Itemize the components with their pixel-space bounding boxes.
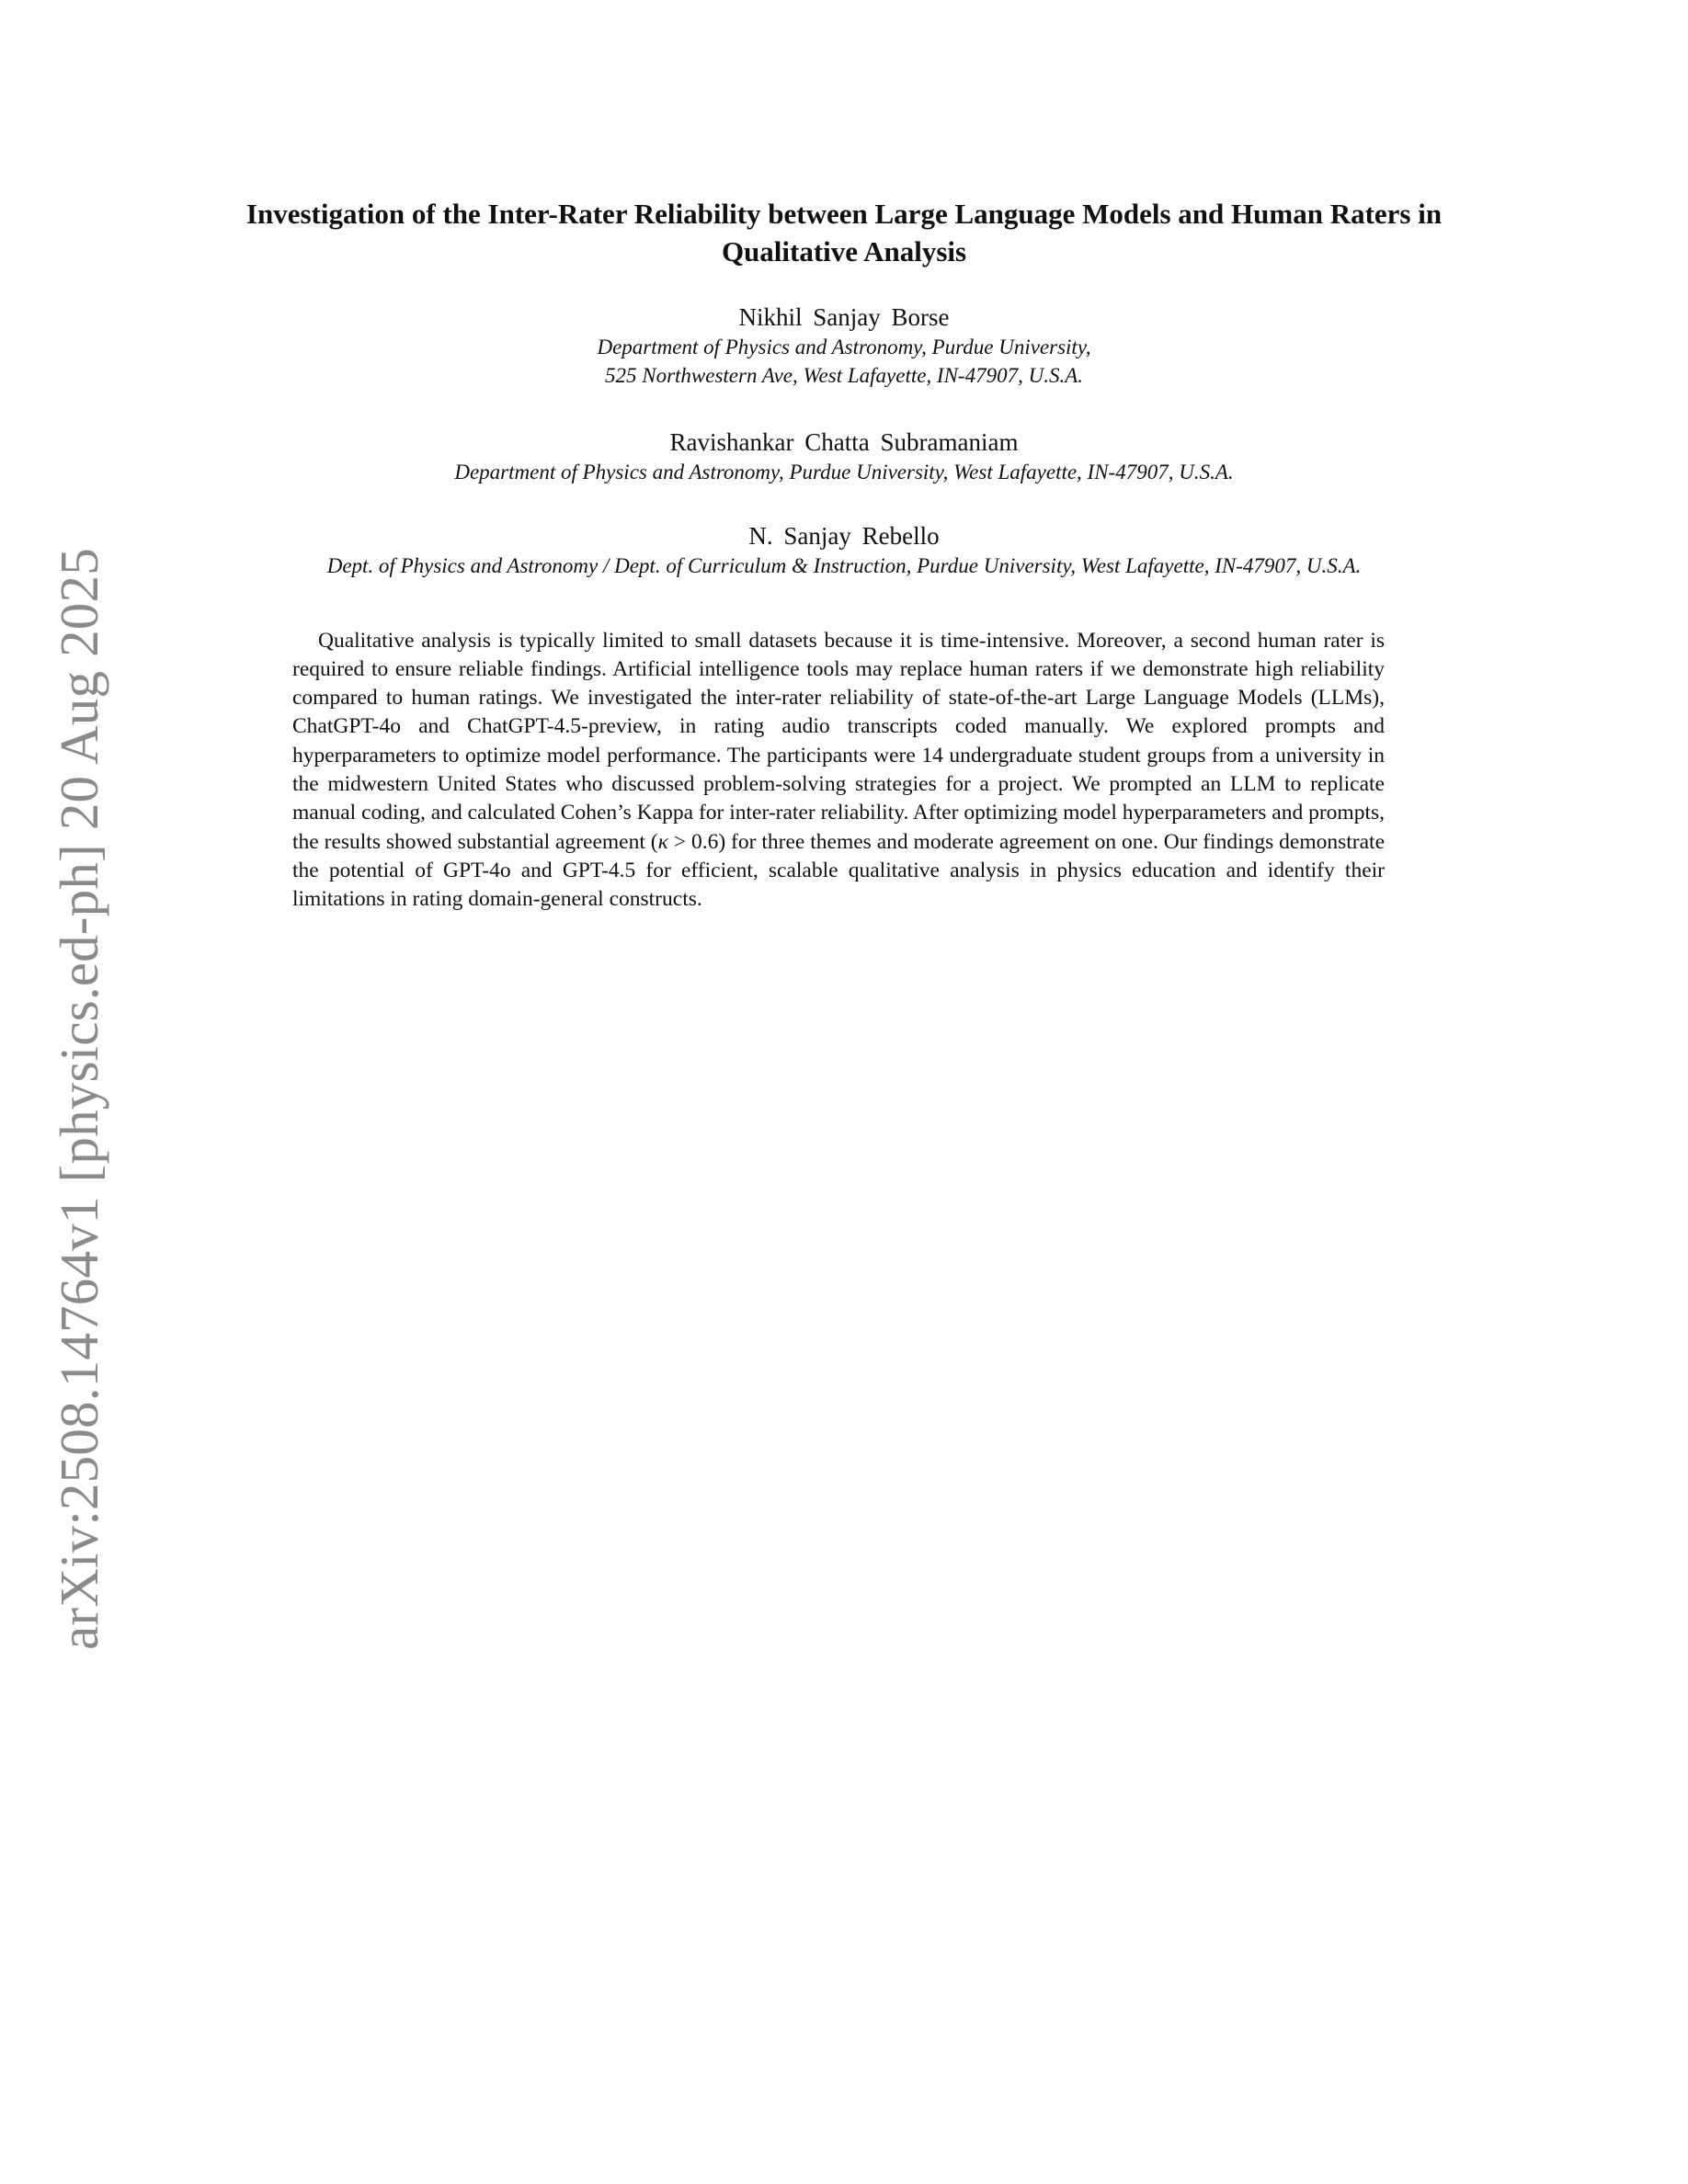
author-affiliation-line-2: 525 Northwestern Ave, West Lafayette, IN-47907, U.S.A. [604, 364, 1083, 387]
author-name: Ravishankar Chatta Subramaniam [669, 428, 1019, 456]
author-name: N. Sanjay Rebello [748, 522, 940, 550]
abstract-text-part-2: ) for three themes and moderate agreement on one. Our findings demonstrate the potential of GPT-4o and GPT-4.5 for efficient, scalable qualitative analysis in physics education and identify their limitations in rating domain-general constructs. [292, 829, 1385, 912]
abstract-text-part-1: Qualitative analysis is typically limited to small datasets because it is time-intensive. Moreover, a second human rater is required to ensure reliable findings. Artificial intelligence tools may replace human raters if we demonstrate high reliability compared to human ratings. We investigated the inter-rater reliability of state-of-the-art Large Language Models (LLMs), ChatGPT-4o and ChatGPT-4.5-preview, in rating audio transcripts coded manually. We explored prompts and hyperparameters to optimize model performance. The participants were 14 undergraduate student groups from a university in the midwestern United States who discussed problem-solving strategies for a project. We prompted an LLM to replicate manual coding, and calculated Cohen’s Kappa for inter-rater reliability. After optimizing model hyperparameters and prompts, the results showed substantial agreement ( [292, 628, 1385, 854]
kappa-symbol: κ [657, 829, 668, 854]
author-affiliation-line-1: Department of Physics and Astronomy, Purdue University, [597, 336, 1091, 358]
author-block-borse [138, 302, 1550, 390]
author-affiliation-line-1: Dept. of Physics and Astronomy / Dept. of Curriculum & Instruction, Purdue University, West Lafayette, IN-47907, U.S.A. [326, 554, 1362, 577]
abstract [292, 627, 1385, 915]
author-block-subramaniam [138, 427, 1550, 486]
kappa-relation: > 0.6 [667, 829, 719, 854]
author-block-rebello [138, 521, 1550, 580]
author-affiliation-line-1: Department of Physics and Astronomy, Purdue University, West Lafayette, IN-47907, U.S.A. [454, 461, 1234, 483]
arxiv-identifier: arXiv:2508.14764v1 [physics.ed-ph] 20 Aug 2025 [49, 548, 109, 1650]
paper-title [138, 195, 1550, 270]
title-line-2: Qualitative Analysis [721, 235, 967, 267]
author-name: Nikhil Sanjay Borse [738, 303, 950, 331]
title-line-1: Investigation of the Inter-Rater Reliability between Large Language Models and Human Raters in [245, 198, 1443, 230]
